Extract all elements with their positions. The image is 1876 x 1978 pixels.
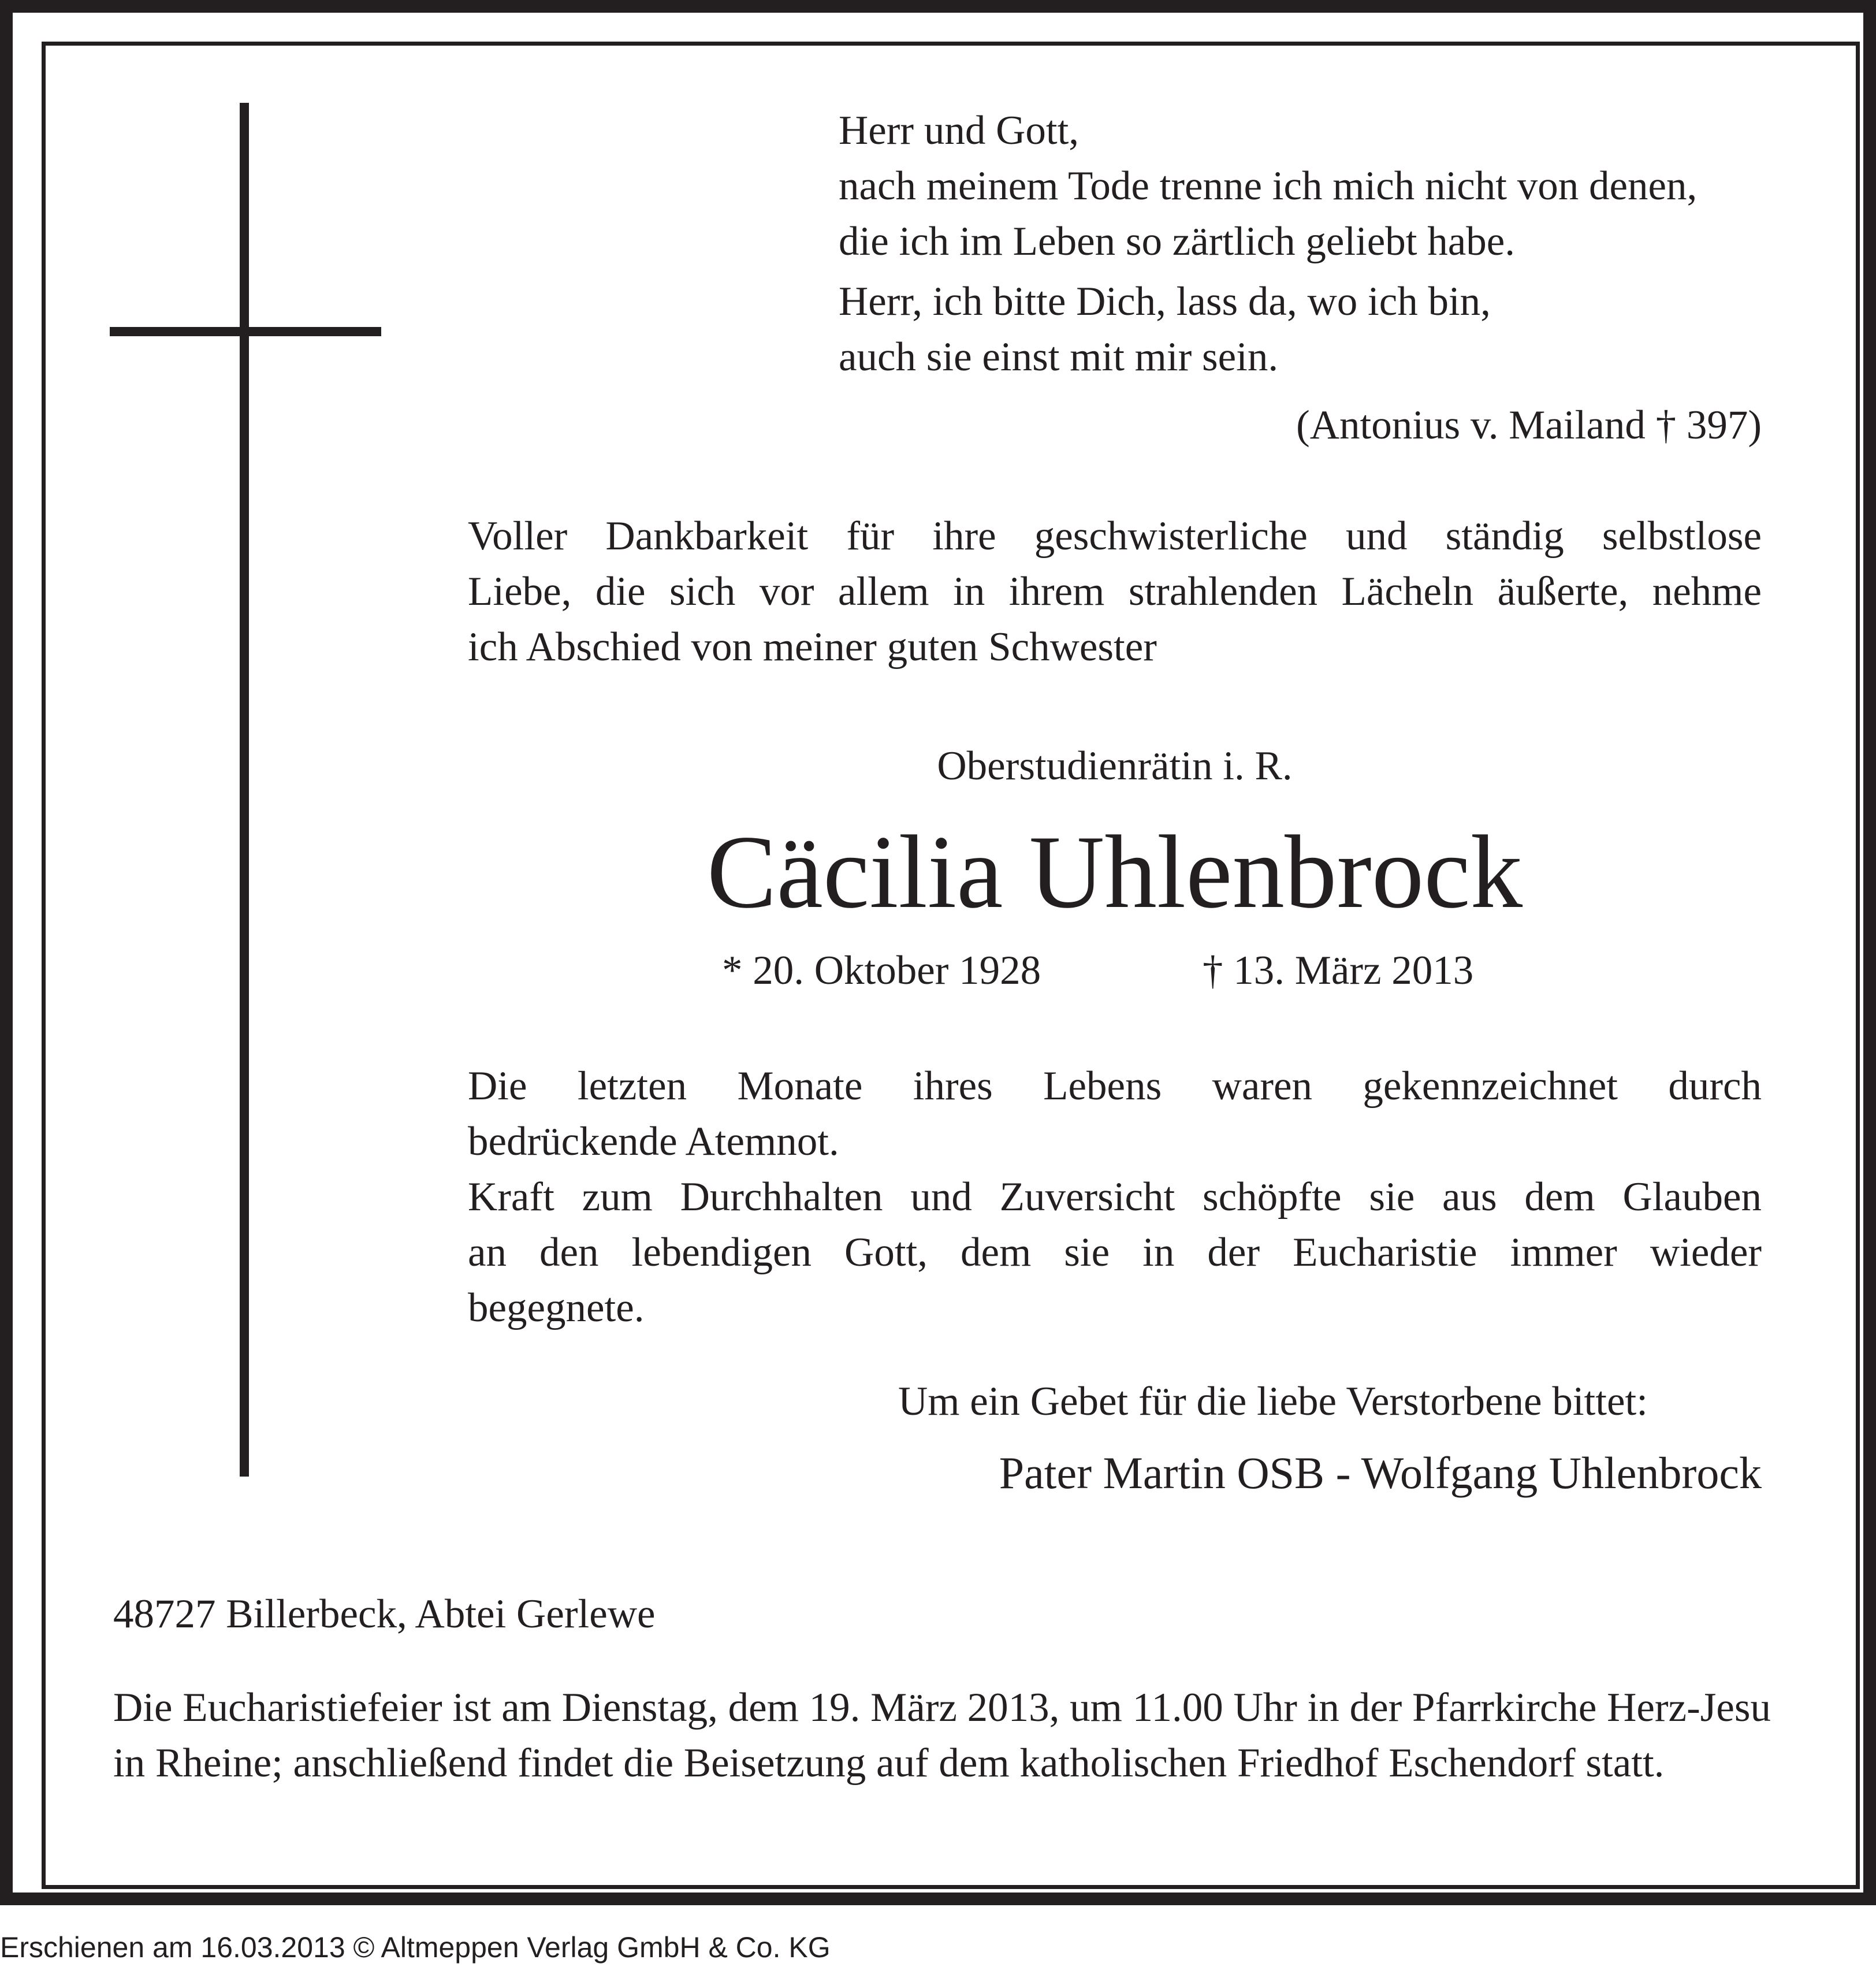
verse-line: nach meinem Tode trenne ich mich nicht von denen, — [839, 163, 1698, 209]
death-date: † 13. März 2013 — [1203, 948, 1474, 993]
address: 48727 Billerbeck, Abtei Gerlewe — [113, 1592, 656, 1637]
signers: Pater Martin OSB - Wolfgang Uhlenbrock — [999, 1448, 1762, 1498]
publication-footer: Erschienen am 16.03.2013 © Altmeppen Verlag GmbH & Co. KG — [0, 1931, 831, 1964]
birth-date: * 20. Oktober 1928 — [722, 948, 1041, 993]
tribute-line: Kraft zum Durchhalten und Zuversicht schöpfte sie aus dem Glauben — [468, 1174, 1762, 1219]
deceased-title: Oberstudienrätin i. R. — [937, 743, 1293, 789]
tribute-line: an den lebendigen Gott, dem sie in der Eucharistie immer wieder — [468, 1230, 1762, 1275]
prayer-request: Um ein Gebet für die liebe Verstorbene bittet: — [898, 1379, 1648, 1424]
verse-block — [839, 103, 1697, 385]
verse-line: auch sie einst mit mir sein. — [839, 334, 1279, 380]
service-line: Die Eucharistiefeier ist am Dienstag, dem 19. März 2013, um 11.00 Uhr in der Pfarrkirche Herz-Jesu — [113, 1685, 1771, 1730]
tribute-line: Die letzten Monate ihres Lebens waren gekennzeichnet durch — [468, 1064, 1762, 1109]
service-line: in Rheine; anschließend findet die Beisetzung auf dem katholischen Friedhof Eschendorf statt. — [113, 1741, 1665, 1786]
intro-line: Voller Dankbarkeit für ihre geschwisterliche und ständig selbstlose — [468, 514, 1762, 559]
verse-line: die ich im Leben so zärtlich geliebt habe. — [839, 219, 1516, 264]
verse-line: Herr und Gott, — [839, 108, 1080, 153]
deceased-name: Cäcilia Uhlenbrock — [706, 815, 1523, 930]
intro-paragraph — [468, 508, 1762, 675]
cross-icon-horizontal-bar — [110, 327, 381, 336]
tribute-line: bedrückende Atemnot. — [468, 1119, 839, 1164]
tribute-line: begegnete. — [468, 1285, 645, 1330]
service-info — [113, 1680, 1771, 1791]
tribute-paragraph — [468, 1058, 1762, 1336]
verse-source: (Antonius v. Mailand † 397) — [1296, 403, 1762, 448]
verse-line: Herr, ich bitte Dich, lass da, wo ich bin, — [839, 279, 1491, 324]
cross-icon-vertical-bar — [240, 103, 249, 1477]
intro-line: Liebe, die sich vor allem in ihrem strahlenden Lächeln äußerte, nehme — [468, 569, 1762, 614]
intro-line: ich Abschied von meiner guten Schwester — [468, 624, 1157, 670]
verse-gap — [839, 269, 1697, 274]
